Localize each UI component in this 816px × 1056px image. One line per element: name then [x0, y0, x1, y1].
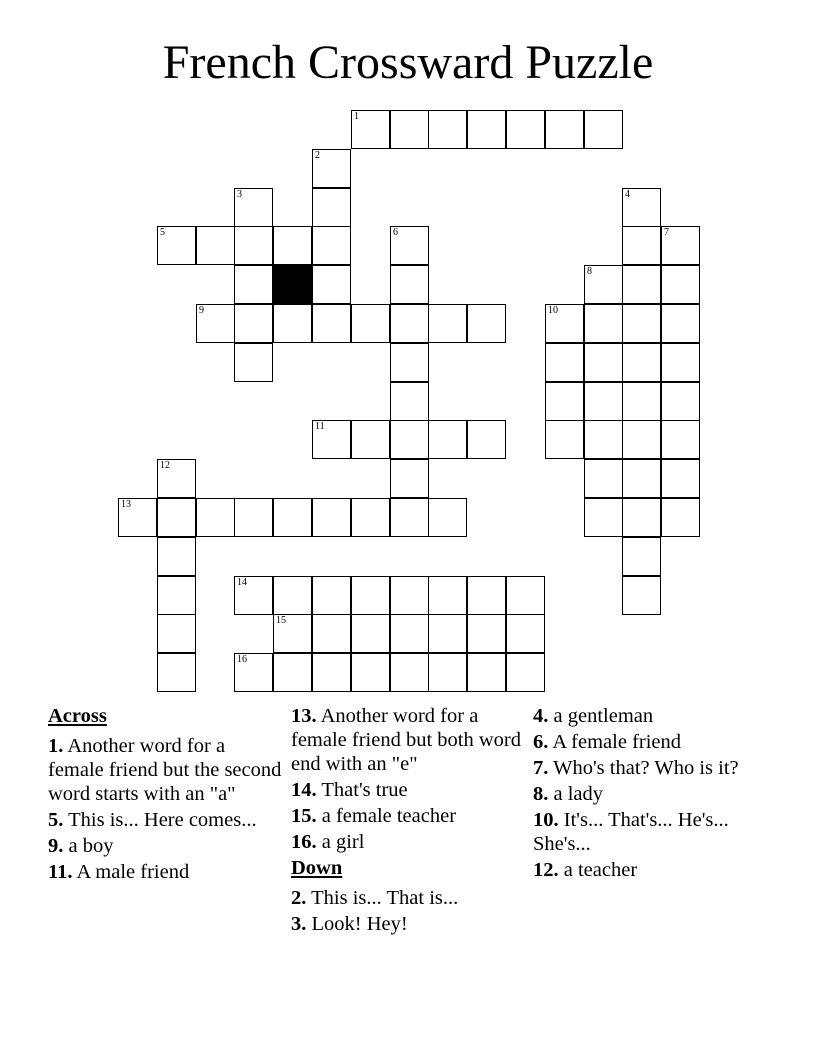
crossword-cell[interactable]: [234, 576, 273, 615]
crossword-cell[interactable]: [312, 576, 351, 615]
crossword-cell[interactable]: [234, 265, 273, 304]
clue-text: Look! Hey!: [311, 913, 408, 935]
clue-text: It's... That's... He's... She's...: [533, 809, 729, 855]
crossword-cell[interactable]: [390, 614, 429, 653]
crossword-cell[interactable]: [234, 304, 273, 343]
crossword-cell[interactable]: [351, 304, 390, 343]
crossword-cell[interactable]: [584, 459, 623, 498]
cell-number: 2: [315, 150, 320, 161]
crossword-cell[interactable]: [273, 576, 312, 615]
crossword-cell[interactable]: [584, 382, 623, 421]
down-clue: [533, 782, 773, 806]
cell-number: 15: [276, 615, 286, 626]
crossword-cell[interactable]: [390, 576, 429, 615]
crossword-cell[interactable]: [312, 304, 351, 343]
crossword-cell[interactable]: [157, 537, 196, 576]
clue-number: 15.: [291, 805, 317, 827]
clue-text: a gentleman: [553, 705, 654, 727]
crossword-cell[interactable]: [622, 420, 661, 459]
clue-number: 14.: [291, 779, 317, 801]
crossword-cell[interactable]: [196, 304, 235, 343]
crossword-cell[interactable]: [428, 576, 467, 615]
clue-number: 7.: [533, 757, 549, 779]
crossword-cell[interactable]: [584, 110, 623, 149]
crossword-cell[interactable]: [467, 614, 506, 653]
clue-column-3: [533, 704, 773, 884]
clue-number: 1.: [48, 735, 64, 757]
clue-text: Who's that? Who is it?: [553, 757, 739, 779]
crossword-cell[interactable]: [273, 614, 312, 653]
crossword-cell[interactable]: [390, 304, 429, 343]
across-clue: [48, 734, 284, 806]
crossword-cell[interactable]: [661, 343, 700, 382]
crossword-cell[interactable]: [661, 498, 700, 537]
down-clue: [533, 730, 773, 754]
crossword-cell[interactable]: [467, 304, 506, 343]
clue-number: 16.: [291, 831, 317, 853]
crossword-cell[interactable]: [351, 576, 390, 615]
down-heading: Down: [291, 857, 343, 879]
crossword-cell[interactable]: [390, 653, 429, 692]
crossword-cell[interactable]: [390, 110, 429, 149]
crossword-cell[interactable]: [428, 304, 467, 343]
clue-text: a girl: [321, 831, 365, 853]
clue-number: 10.: [533, 809, 559, 831]
cell-number: 4: [625, 189, 630, 200]
crossword-cell[interactable]: [506, 110, 545, 149]
clue-number: 9.: [48, 835, 64, 857]
crossword-cell[interactable]: [351, 498, 390, 537]
crossword-cell[interactable]: [273, 226, 312, 265]
crossword-cell[interactable]: [351, 653, 390, 692]
crossword-cell[interactable]: [622, 265, 661, 304]
crossword-cell[interactable]: [661, 226, 700, 265]
crossword-cell[interactable]: [428, 614, 467, 653]
crossword-cell[interactable]: [390, 498, 429, 537]
crossword-cell[interactable]: [506, 614, 545, 653]
crossword-cell[interactable]: [312, 188, 351, 227]
down-clue: [533, 808, 773, 856]
crossword-cell[interactable]: [312, 226, 351, 265]
crossword-cell[interactable]: [157, 614, 196, 653]
crossword-cell[interactable]: [157, 459, 196, 498]
clue-text: That's true: [321, 779, 408, 801]
crossword-cell[interactable]: [545, 110, 584, 149]
crossword-cell[interactable]: [545, 304, 584, 343]
crossword-cell[interactable]: [622, 382, 661, 421]
down-clue: [533, 756, 773, 780]
crossword-block: [273, 265, 312, 304]
cell-number: 1: [354, 111, 359, 122]
clue-text: This is... That is...: [311, 887, 459, 909]
cell-number: 11: [315, 421, 325, 432]
crossword-cell[interactable]: [661, 265, 700, 304]
down-clue: [533, 704, 773, 728]
clue-text: a female teacher: [321, 805, 457, 827]
cell-number: 10: [548, 305, 558, 316]
cell-number: 5: [160, 227, 165, 238]
crossword-cell[interactable]: [234, 343, 273, 382]
crossword-cell[interactable]: [390, 265, 429, 304]
down-clue: [291, 912, 531, 936]
clue-text: Another word for a female friend but both word end with an "e": [291, 705, 521, 775]
clue-text: This is... Here comes...: [68, 809, 257, 831]
crossword-cell[interactable]: [157, 226, 196, 265]
puzzle-title: French Crossward Puzzle: [162, 36, 654, 89]
crossword-cell[interactable]: [312, 653, 351, 692]
cell-number: 6: [393, 227, 398, 238]
crossword-cell[interactable]: [622, 576, 661, 615]
crossword-cell[interactable]: [506, 653, 545, 692]
crossword-cell[interactable]: [622, 343, 661, 382]
clue-text: A female friend: [552, 731, 682, 753]
down-clue: [533, 858, 773, 882]
crossword-cell[interactable]: [428, 498, 467, 537]
crossword-cell[interactable]: [118, 498, 157, 537]
crossword-cell[interactable]: [545, 343, 584, 382]
across-clue: [291, 704, 531, 776]
crossword-cell[interactable]: [196, 226, 235, 265]
crossword-cell[interactable]: [351, 110, 390, 149]
crossword-cell[interactable]: [390, 226, 429, 265]
crossword-cell[interactable]: [234, 653, 273, 692]
crossword-cell[interactable]: [428, 420, 467, 459]
across-clue: [48, 834, 284, 858]
crossword-cell[interactable]: [545, 420, 584, 459]
crossword-cell[interactable]: [390, 382, 429, 421]
clue-number: 2.: [291, 887, 307, 909]
crossword-cell[interactable]: [661, 304, 700, 343]
crossword-cell[interactable]: [312, 498, 351, 537]
cell-number: 8: [587, 266, 592, 277]
clue-column-1: [48, 704, 284, 886]
crossword-cell[interactable]: [467, 420, 506, 459]
crossword-cell[interactable]: [234, 498, 273, 537]
crossword-cell[interactable]: [584, 420, 623, 459]
crossword-cell[interactable]: [157, 576, 196, 615]
crossword-cell[interactable]: [467, 653, 506, 692]
clue-text: a boy: [68, 835, 114, 857]
crossword-cell[interactable]: [273, 304, 312, 343]
crossword-cell[interactable]: [622, 304, 661, 343]
clue-text: Another word for a female friend but the second word starts with an "a": [48, 735, 282, 805]
crossword-cell[interactable]: [351, 614, 390, 653]
across-clue: [48, 860, 284, 884]
crossword-cell[interactable]: [390, 420, 429, 459]
crossword-cell[interactable]: [312, 265, 351, 304]
clue-number: 6.: [533, 731, 549, 753]
crossword-cell[interactable]: [312, 614, 351, 653]
cell-number: 12: [160, 460, 170, 471]
clue-number: 3.: [291, 913, 307, 935]
crossword-cell[interactable]: [390, 459, 429, 498]
crossword-cell[interactable]: [234, 188, 273, 227]
cell-number: 16: [237, 654, 247, 665]
clue-column-2: [291, 704, 531, 938]
clue-number: 8.: [533, 783, 549, 805]
across-clue: [48, 808, 284, 832]
across-heading: Across: [48, 705, 107, 727]
crossword-cell[interactable]: [467, 110, 506, 149]
crossword-cell[interactable]: [661, 459, 700, 498]
clue-text: a lady: [553, 783, 604, 805]
crossword-cell[interactable]: [584, 343, 623, 382]
cell-number: 9: [199, 305, 204, 316]
crossword-cell[interactable]: [273, 653, 312, 692]
clue-number: 5.: [48, 809, 64, 831]
clue-number: 12.: [533, 859, 559, 881]
crossword-cell[interactable]: [273, 498, 312, 537]
crossword-cell[interactable]: [622, 498, 661, 537]
down-clue: [291, 886, 531, 910]
crossword-cell[interactable]: [622, 537, 661, 576]
crossword-cell[interactable]: [584, 304, 623, 343]
crossword-cell[interactable]: [428, 110, 467, 149]
crossword-cell[interactable]: [428, 653, 467, 692]
clue-text: a teacher: [563, 859, 638, 881]
crossword-cell[interactable]: [506, 576, 545, 615]
crossword-cell[interactable]: [622, 459, 661, 498]
across-clue: [291, 804, 531, 828]
across-clue: [291, 778, 531, 802]
cell-number: 3: [237, 189, 242, 200]
crossword-cell[interactable]: [622, 226, 661, 265]
crossword-cell[interactable]: [157, 498, 196, 537]
clue-text: A male friend: [76, 861, 190, 883]
crossword-cell[interactable]: [351, 420, 390, 459]
crossword-cell[interactable]: [661, 382, 700, 421]
crossword-cell[interactable]: [312, 420, 351, 459]
crossword-cell[interactable]: [622, 188, 661, 227]
crossword-cell[interactable]: [312, 149, 351, 188]
crossword-cell[interactable]: [234, 226, 273, 265]
cell-number: 14: [237, 577, 247, 588]
crossword-cell[interactable]: [661, 420, 700, 459]
crossword-cell[interactable]: [196, 498, 235, 537]
crossword-cell[interactable]: [545, 382, 584, 421]
crossword-cell[interactable]: [584, 265, 623, 304]
clue-number: 4.: [533, 705, 549, 727]
cell-number: 13: [121, 499, 131, 510]
clue-number: 13.: [291, 705, 317, 727]
crossword-cell[interactable]: [467, 576, 506, 615]
crossword-cell[interactable]: [584, 498, 623, 537]
across-clue: [291, 830, 531, 854]
crossword-cell[interactable]: [390, 343, 429, 382]
clue-number: 11.: [48, 861, 73, 883]
cell-number: 7: [664, 227, 669, 238]
crossword-cell[interactable]: [157, 653, 196, 692]
